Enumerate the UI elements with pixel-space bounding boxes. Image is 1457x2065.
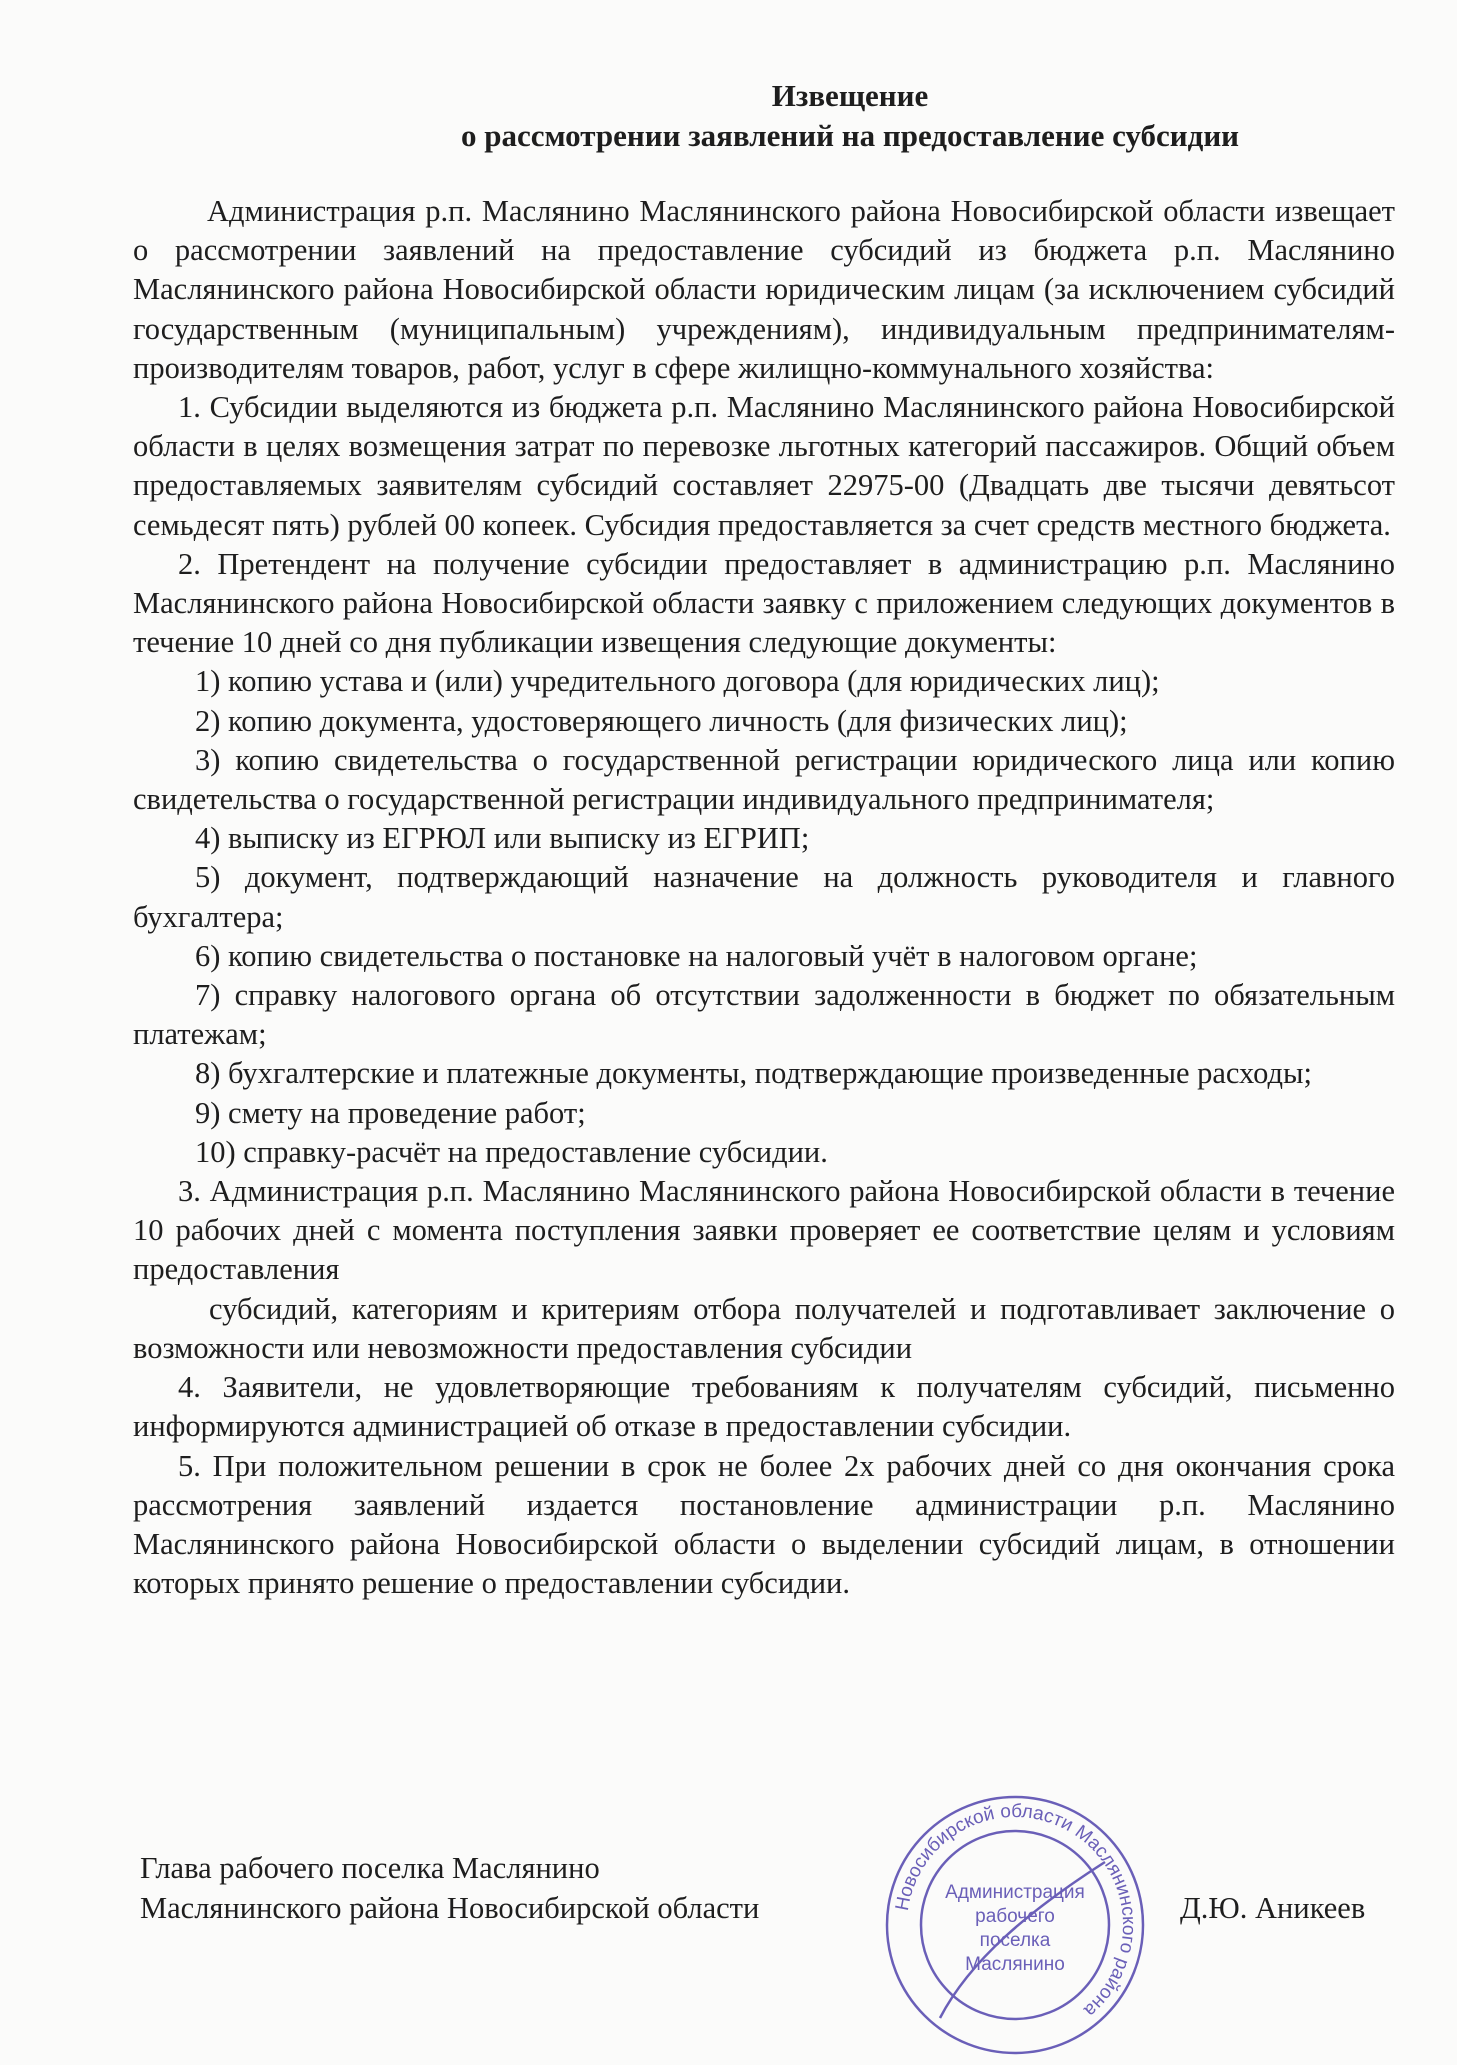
doc-item-6: 6) копию свидетельства о постановке на налоговый учёт в налоговом органе; <box>195 938 1198 973</box>
item-4: 4. Заявители, не удовлетворяющие требованиям к получателям субсидий, письменно информируются администрацией об отказе в предоставлении субсидии. <box>133 1370 1395 1444</box>
document-title <box>0 76 1457 156</box>
doc-item-10: 10) справку-расчёт на предоставление субсидии. <box>195 1134 828 1169</box>
stamp-center-line-2: рабочего <box>975 1906 1055 1927</box>
stamp-ring-text: Новосибирской области Маслянинского района <box>891 1800 1140 2021</box>
stamp-center-line-3: поселка <box>979 1930 1051 1951</box>
doc-item-2: 2) копию документа, удостоверяющего личность (для физических лиц); <box>195 703 1128 738</box>
doc-item-7: 7) справку налогового органа об отсутствии задолженности в бюджет по обязательным платежам; <box>133 978 1395 1052</box>
official-stamp <box>880 1790 1150 2060</box>
stamp-graphic <box>880 1790 1150 2060</box>
doc-item-9: 9) смету на проведение работ; <box>195 1095 586 1130</box>
signature-position-line-1: Глава рабочего поселка Маслянино <box>140 1851 600 1885</box>
title-line-1: Извещение <box>771 78 929 113</box>
stamp-center-line-4: Маслянино <box>965 1954 1065 1975</box>
intro-paragraph: Администрация р.п. Маслянино Маслянинского района Новосибирской области извещает о рассмотрении заявлений на предоставление субсидий из бюджета р.п. Маслянино Маслянинского района Новосибирской области юридическим лицам (за исключением субсидий государственным (муниципальным) учреждениям), индивидуальным предпринимателям-производителям товаров, работ, услуг в сфере жилищно-коммунального хозяйства: <box>133 194 1395 385</box>
item-2: 2. Претендент на получение субсидии предоставляет в администрацию р.п. Маслянино Маслянинского района Новосибирской области заявку с приложением следующих документов в течение 10 дней со дня публикации извещения следующие документы: <box>133 546 1395 660</box>
doc-item-4: 4) выписку из ЕГРЮЛ или выписку из ЕГРИП; <box>195 821 810 856</box>
doc-item-5: 5) документ, подтверждающий назначение на должность руководителя и главного бухгалтера; <box>133 860 1395 934</box>
item-3-part-2: субсидий, категориям и критериям отбора получателей и подготавливает заключение о возможности или невозможности предоставления субсидии <box>133 1291 1395 1365</box>
signature-name: Д.Ю. Аникеев <box>1180 1891 1366 1925</box>
signature-position <box>140 1848 759 1928</box>
doc-item-8: 8) бухгалтерские и платежные документы, подтверждающие произведенные расходы; <box>195 1056 1312 1091</box>
stamp-center-line-1: Администрация <box>945 1882 1085 1903</box>
document-body <box>133 192 1395 1603</box>
item-1: 1. Субсидии выделяются из бюджета р.п. Маслянино Маслянинского района Новосибирской области в целях возмещения затрат по перевозке льготных категорий пассажиров. Общий объем предоставляемых заявителям субсидий составляет 22975-00 (Двадцать две тысячи девятьсот семьдесят пять) рублей 00 копеек. Субсидия предоставляется за счет средств местного бюджета. <box>133 390 1395 542</box>
item-3-part-1: 3. Администрация р.п. Маслянино Маслянинского района Новосибирской области в течение 10 рабочих дней с момента поступления заявки проверяет ее соответствие целям и условиям предоставления <box>133 1174 1395 1287</box>
item-5: 5. При положительном решении в срок не более 2х рабочих дней со дня окончания срока рассмотрения заявлений издается постановление администрации р.п. Маслянино Маслянинского района Новосибирской области о выделении субсидий лицам, в отношении которых принято решение о предоставлении субсидии. <box>133 1448 1395 1601</box>
title-line-2: о рассмотрении заявлений на предоставление субсидии <box>460 118 1240 153</box>
doc-item-1: 1) копию устава и (или) учредительного договора (для юридических лиц); <box>195 664 1160 699</box>
signature-position-line-2: Маслянинского района Новосибирской области <box>140 1891 760 1925</box>
doc-item-3: 3) копию свидетельства о государственной регистрации юридического лица или копию свидетельства о государственной регистрации индивидуального предпринимателя; <box>133 742 1395 817</box>
